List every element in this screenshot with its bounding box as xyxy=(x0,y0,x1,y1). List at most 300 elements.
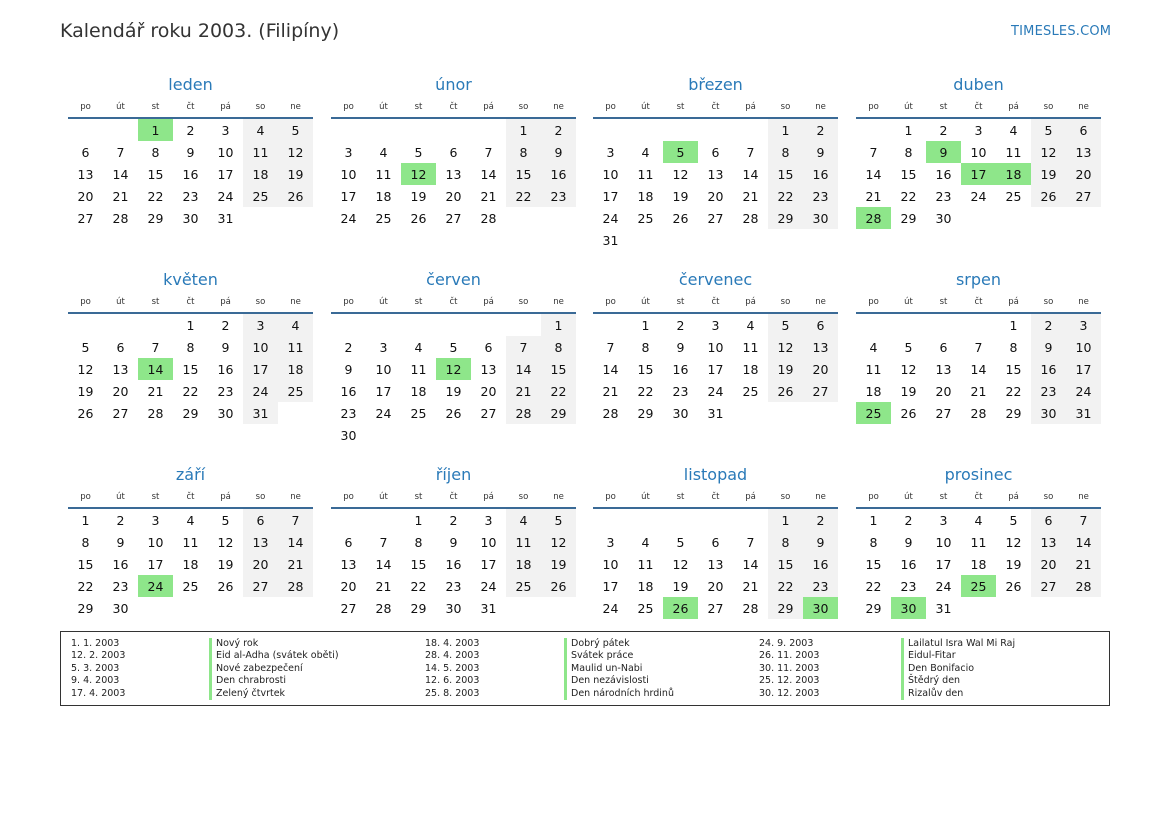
day-cell[interactable]: 24 xyxy=(243,380,278,402)
day-cell[interactable]: 8 xyxy=(641,339,650,355)
day-cell[interactable]: 2 xyxy=(803,509,838,531)
day-cell[interactable]: 3 xyxy=(221,122,230,138)
day-cell[interactable]: 19 xyxy=(1005,556,1022,572)
day-cell[interactable]: 9 xyxy=(803,531,838,553)
day-cell[interactable]: 18 xyxy=(637,578,654,594)
day-cell[interactable]: 21 xyxy=(112,188,129,204)
day-cell[interactable]: 8 xyxy=(151,144,160,160)
day-cell[interactable]: 9 xyxy=(803,141,838,163)
day-cell[interactable]: 5 xyxy=(1031,119,1066,141)
day-cell[interactable]: 2 xyxy=(116,512,125,528)
day-cell[interactable]: 30 xyxy=(935,210,952,226)
day-cell[interactable]: 11 xyxy=(278,336,313,358)
day-cell[interactable]: 31 xyxy=(243,402,278,424)
day-cell[interactable]: 31 xyxy=(217,210,234,226)
day-cell[interactable]: 17 xyxy=(243,358,278,380)
day-cell[interactable]: 23 xyxy=(541,185,576,207)
day-cell[interactable]: 20 xyxy=(243,553,278,575)
day-cell[interactable]: 26 xyxy=(77,405,94,421)
day-cell[interactable]: 3 xyxy=(379,339,388,355)
day-cell[interactable]: 21 xyxy=(602,383,619,399)
day-cell[interactable]: 28 xyxy=(1066,575,1101,597)
day-cell[interactable]: 5 xyxy=(81,339,90,355)
day-cell[interactable]: 28 xyxy=(112,210,129,226)
day-cell[interactable]: 20 xyxy=(480,383,497,399)
day-cell[interactable]: 25 xyxy=(506,575,541,597)
day-cell[interactable]: 8 xyxy=(869,534,878,550)
day-cell[interactable]: 1 xyxy=(414,512,423,528)
day-cell[interactable]: 1 xyxy=(81,512,90,528)
day-cell[interactable]: 8 xyxy=(186,339,195,355)
day-cell[interactable]: 13 xyxy=(803,336,838,358)
day-cell[interactable]: 15 xyxy=(768,553,803,575)
day-cell[interactable]: 31 xyxy=(602,232,619,248)
day-cell[interactable]: 21 xyxy=(480,188,497,204)
day-cell[interactable]: 16 xyxy=(182,166,199,182)
day-cell[interactable]: 20 xyxy=(935,383,952,399)
day-cell[interactable]: 26 xyxy=(1005,578,1022,594)
day-cell[interactable]: 3 xyxy=(606,144,615,160)
day-cell[interactable]: 22 xyxy=(410,578,427,594)
day-cell[interactable]: 30 xyxy=(1031,402,1066,424)
day-cell[interactable]: 25 xyxy=(278,380,313,402)
day-cell[interactable]: 28 xyxy=(970,405,987,421)
day-cell[interactable]: 1 xyxy=(186,317,195,333)
day-cell[interactable]: 10 xyxy=(147,534,164,550)
day-cell[interactable]: 23 xyxy=(340,405,357,421)
day-cell[interactable]: 25 xyxy=(856,402,891,424)
day-cell[interactable]: 15 xyxy=(182,361,199,377)
day-cell[interactable]: 4 xyxy=(641,144,650,160)
day-cell[interactable]: 27 xyxy=(935,405,952,421)
day-cell[interactable]: 9 xyxy=(1031,336,1066,358)
day-cell[interactable]: 22 xyxy=(768,185,803,207)
day-cell[interactable]: 7 xyxy=(746,534,755,550)
day-cell[interactable]: 21 xyxy=(1066,553,1101,575)
day-cell[interactable]: 7 xyxy=(484,144,493,160)
day-cell[interactable]: 7 xyxy=(606,339,615,355)
day-cell[interactable]: 30 xyxy=(217,405,234,421)
day-cell[interactable]: 17 xyxy=(147,556,164,572)
day-cell[interactable]: 2 xyxy=(803,119,838,141)
day-cell[interactable]: 16 xyxy=(541,163,576,185)
day-cell[interactable]: 19 xyxy=(672,578,689,594)
day-cell[interactable]: 30 xyxy=(891,597,926,619)
day-cell[interactable]: 24 xyxy=(340,210,357,226)
day-cell[interactable]: 21 xyxy=(970,383,987,399)
day-cell[interactable]: 9 xyxy=(904,534,913,550)
day-cell[interactable]: 30 xyxy=(445,600,462,616)
day-cell[interactable]: 5 xyxy=(449,339,458,355)
day-cell[interactable]: 3 xyxy=(243,314,278,336)
day-cell[interactable]: 26 xyxy=(672,210,689,226)
day-cell[interactable]: 13 xyxy=(445,166,462,182)
day-cell[interactable]: 10 xyxy=(1066,336,1101,358)
day-cell[interactable]: 2 xyxy=(186,122,195,138)
day-cell[interactable]: 14 xyxy=(865,166,882,182)
day-cell[interactable]: 18 xyxy=(996,163,1031,185)
day-cell[interactable]: 14 xyxy=(970,361,987,377)
day-cell[interactable]: 14 xyxy=(506,358,541,380)
day-cell[interactable]: 17 xyxy=(935,556,952,572)
day-cell[interactable]: 24 xyxy=(602,600,619,616)
day-cell[interactable]: 16 xyxy=(112,556,129,572)
day-cell[interactable]: 2 xyxy=(449,512,458,528)
day-cell[interactable]: 29 xyxy=(147,210,164,226)
day-cell[interactable]: 3 xyxy=(151,512,160,528)
day-cell[interactable]: 25 xyxy=(243,185,278,207)
day-cell[interactable]: 1 xyxy=(506,119,541,141)
day-cell[interactable]: 4 xyxy=(379,144,388,160)
day-cell[interactable]: 12 xyxy=(541,531,576,553)
day-cell[interactable]: 21 xyxy=(865,188,882,204)
day-cell[interactable]: 14 xyxy=(138,358,173,380)
day-cell[interactable]: 22 xyxy=(147,188,164,204)
day-cell[interactable]: 5 xyxy=(278,119,313,141)
day-cell[interactable]: 17 xyxy=(217,166,234,182)
day-cell[interactable]: 4 xyxy=(746,317,755,333)
day-cell[interactable]: 6 xyxy=(939,339,948,355)
day-cell[interactable]: 9 xyxy=(344,361,353,377)
day-cell[interactable]: 6 xyxy=(116,339,125,355)
day-cell[interactable]: 18 xyxy=(278,358,313,380)
day-cell[interactable]: 1 xyxy=(641,317,650,333)
day-cell[interactable]: 17 xyxy=(602,188,619,204)
day-cell[interactable]: 28 xyxy=(278,575,313,597)
day-cell[interactable]: 12 xyxy=(1005,534,1022,550)
day-cell[interactable]: 3 xyxy=(939,512,948,528)
day-cell[interactable]: 4 xyxy=(974,512,983,528)
day-cell[interactable]: 27 xyxy=(480,405,497,421)
day-cell[interactable]: 11 xyxy=(410,361,427,377)
day-cell[interactable]: 19 xyxy=(1031,163,1066,185)
day-cell[interactable]: 14 xyxy=(375,556,392,572)
day-cell[interactable]: 21 xyxy=(375,578,392,594)
day-cell[interactable]: 27 xyxy=(445,210,462,226)
day-cell[interactable]: 24 xyxy=(217,188,234,204)
day-cell[interactable]: 2 xyxy=(221,317,230,333)
day-cell[interactable]: 28 xyxy=(742,600,759,616)
day-cell[interactable]: 3 xyxy=(1066,314,1101,336)
day-cell[interactable]: 29 xyxy=(77,600,94,616)
day-cell[interactable]: 22 xyxy=(900,188,917,204)
day-cell[interactable]: 15 xyxy=(900,166,917,182)
day-cell[interactable]: 7 xyxy=(506,336,541,358)
day-cell[interactable]: 22 xyxy=(506,185,541,207)
day-cell[interactable]: 11 xyxy=(637,166,654,182)
day-cell[interactable]: 13 xyxy=(480,361,497,377)
day-cell[interactable]: 9 xyxy=(221,339,230,355)
day-cell[interactable]: 8 xyxy=(904,144,913,160)
day-cell[interactable]: 25 xyxy=(1005,188,1022,204)
day-cell[interactable]: 1 xyxy=(1009,317,1018,333)
day-cell[interactable]: 2 xyxy=(904,512,913,528)
day-cell[interactable]: 2 xyxy=(344,339,353,355)
day-cell[interactable]: 5 xyxy=(663,141,698,163)
day-cell[interactable]: 11 xyxy=(637,556,654,572)
day-cell[interactable]: 14 xyxy=(1066,531,1101,553)
day-cell[interactable]: 1 xyxy=(138,119,173,141)
day-cell[interactable]: 19 xyxy=(541,553,576,575)
day-cell[interactable]: 19 xyxy=(77,383,94,399)
day-cell[interactable]: 12 xyxy=(217,534,234,550)
day-cell[interactable]: 20 xyxy=(77,188,94,204)
day-cell[interactable]: 5 xyxy=(676,534,685,550)
day-cell[interactable]: 23 xyxy=(900,578,917,594)
day-cell[interactable]: 6 xyxy=(243,509,278,531)
day-cell[interactable]: 17 xyxy=(1066,358,1101,380)
day-cell[interactable]: 22 xyxy=(541,380,576,402)
day-cell[interactable]: 17 xyxy=(375,383,392,399)
day-cell[interactable]: 31 xyxy=(1066,402,1101,424)
day-cell[interactable]: 21 xyxy=(506,380,541,402)
day-cell[interactable]: 24 xyxy=(480,578,497,594)
day-cell[interactable]: 30 xyxy=(803,597,838,619)
day-cell[interactable]: 29 xyxy=(768,597,803,619)
day-cell[interactable]: 27 xyxy=(707,210,724,226)
day-cell[interactable]: 11 xyxy=(182,534,199,550)
day-cell[interactable]: 16 xyxy=(803,553,838,575)
day-cell[interactable]: 19 xyxy=(445,383,462,399)
day-cell[interactable]: 10 xyxy=(375,361,392,377)
day-cell[interactable]: 26 xyxy=(1031,185,1066,207)
day-cell[interactable]: 7 xyxy=(116,144,125,160)
day-cell[interactable]: 17 xyxy=(961,163,996,185)
day-cell[interactable]: 12 xyxy=(1031,141,1066,163)
day-cell[interactable]: 9 xyxy=(116,534,125,550)
day-cell[interactable]: 16 xyxy=(340,383,357,399)
day-cell[interactable]: 25 xyxy=(182,578,199,594)
day-cell[interactable]: 8 xyxy=(506,141,541,163)
day-cell[interactable]: 8 xyxy=(414,534,423,550)
day-cell[interactable]: 6 xyxy=(484,339,493,355)
day-cell[interactable]: 25 xyxy=(410,405,427,421)
day-cell[interactable]: 10 xyxy=(480,534,497,550)
day-cell[interactable]: 29 xyxy=(1005,405,1022,421)
day-cell[interactable]: 14 xyxy=(480,166,497,182)
day-cell[interactable]: 7 xyxy=(379,534,388,550)
day-cell[interactable]: 14 xyxy=(112,166,129,182)
day-cell[interactable]: 22 xyxy=(1005,383,1022,399)
day-cell[interactable]: 9 xyxy=(926,141,961,163)
day-cell[interactable]: 16 xyxy=(900,556,917,572)
day-cell[interactable]: 3 xyxy=(974,122,983,138)
day-cell[interactable]: 13 xyxy=(707,166,724,182)
day-cell[interactable]: 2 xyxy=(541,119,576,141)
day-cell[interactable]: 4 xyxy=(641,534,650,550)
day-cell[interactable]: 22 xyxy=(77,578,94,594)
day-cell[interactable]: 26 xyxy=(541,575,576,597)
day-cell[interactable]: 16 xyxy=(672,361,689,377)
day-cell[interactable]: 7 xyxy=(869,144,878,160)
day-cell[interactable]: 26 xyxy=(663,597,698,619)
day-cell[interactable]: 7 xyxy=(278,509,313,531)
day-cell[interactable]: 25 xyxy=(375,210,392,226)
day-cell[interactable]: 22 xyxy=(637,383,654,399)
day-cell[interactable]: 18 xyxy=(865,383,882,399)
day-cell[interactable]: 15 xyxy=(541,358,576,380)
day-cell[interactable]: 23 xyxy=(445,578,462,594)
day-cell[interactable]: 19 xyxy=(768,358,803,380)
day-cell[interactable]: 3 xyxy=(484,512,493,528)
day-cell[interactable]: 12 xyxy=(401,163,436,185)
day-cell[interactable]: 23 xyxy=(182,188,199,204)
day-cell[interactable]: 26 xyxy=(768,380,803,402)
day-cell[interactable]: 28 xyxy=(375,600,392,616)
day-cell[interactable]: 19 xyxy=(217,556,234,572)
day-cell[interactable]: 16 xyxy=(935,166,952,182)
day-cell[interactable]: 21 xyxy=(742,188,759,204)
day-cell[interactable]: 25 xyxy=(637,600,654,616)
day-cell[interactable]: 15 xyxy=(1005,361,1022,377)
day-cell[interactable]: 25 xyxy=(637,210,654,226)
day-cell[interactable]: 26 xyxy=(278,185,313,207)
day-cell[interactable]: 12 xyxy=(77,361,94,377)
day-cell[interactable]: 1 xyxy=(869,512,878,528)
day-cell[interactable]: 5 xyxy=(221,512,230,528)
day-cell[interactable]: 23 xyxy=(112,578,129,594)
day-cell[interactable]: 14 xyxy=(278,531,313,553)
day-cell[interactable]: 16 xyxy=(1031,358,1066,380)
day-cell[interactable]: 21 xyxy=(742,578,759,594)
day-cell[interactable]: 29 xyxy=(865,600,882,616)
day-cell[interactable]: 4 xyxy=(1009,122,1018,138)
day-cell[interactable]: 30 xyxy=(112,600,129,616)
day-cell[interactable]: 11 xyxy=(243,141,278,163)
day-cell[interactable]: 25 xyxy=(742,383,759,399)
day-cell[interactable]: 26 xyxy=(900,405,917,421)
day-cell[interactable]: 11 xyxy=(375,166,392,182)
day-cell[interactable]: 7 xyxy=(1066,509,1101,531)
day-cell[interactable]: 28 xyxy=(506,402,541,424)
day-cell[interactable]: 20 xyxy=(1031,553,1066,575)
day-cell[interactable]: 6 xyxy=(803,314,838,336)
day-cell[interactable]: 18 xyxy=(970,556,987,572)
day-cell[interactable]: 29 xyxy=(182,405,199,421)
day-cell[interactable]: 13 xyxy=(1066,141,1101,163)
day-cell[interactable]: 12 xyxy=(768,336,803,358)
day-cell[interactable]: 8 xyxy=(541,336,576,358)
day-cell[interactable]: 20 xyxy=(445,188,462,204)
day-cell[interactable]: 10 xyxy=(970,144,987,160)
day-cell[interactable]: 6 xyxy=(81,144,90,160)
day-cell[interactable]: 29 xyxy=(900,210,917,226)
day-cell[interactable]: 9 xyxy=(541,141,576,163)
day-cell[interactable]: 12 xyxy=(900,361,917,377)
day-cell[interactable]: 6 xyxy=(344,534,353,550)
day-cell[interactable]: 15 xyxy=(147,166,164,182)
day-cell[interactable]: 7 xyxy=(151,339,160,355)
day-cell[interactable]: 31 xyxy=(480,600,497,616)
day-cell[interactable]: 22 xyxy=(865,578,882,594)
day-cell[interactable]: 19 xyxy=(672,188,689,204)
day-cell[interactable]: 18 xyxy=(637,188,654,204)
day-cell[interactable]: 15 xyxy=(506,163,541,185)
day-cell[interactable]: 21 xyxy=(147,383,164,399)
day-cell[interactable]: 13 xyxy=(243,531,278,553)
day-cell[interactable]: 10 xyxy=(243,336,278,358)
day-cell[interactable]: 26 xyxy=(445,405,462,421)
day-cell[interactable]: 28 xyxy=(856,207,891,229)
day-cell[interactable]: 24 xyxy=(970,188,987,204)
day-cell[interactable]: 10 xyxy=(707,339,724,355)
day-cell[interactable]: 8 xyxy=(1009,339,1018,355)
day-cell[interactable]: 24 xyxy=(707,383,724,399)
day-cell[interactable]: 14 xyxy=(742,166,759,182)
day-cell[interactable]: 21 xyxy=(278,553,313,575)
day-cell[interactable]: 10 xyxy=(340,166,357,182)
day-cell[interactable]: 14 xyxy=(742,556,759,572)
day-cell[interactable]: 15 xyxy=(77,556,94,572)
day-cell[interactable]: 3 xyxy=(606,534,615,550)
day-cell[interactable]: 31 xyxy=(707,405,724,421)
day-cell[interactable]: 13 xyxy=(77,166,94,182)
day-cell[interactable]: 3 xyxy=(344,144,353,160)
day-cell[interactable]: 4 xyxy=(869,339,878,355)
day-cell[interactable]: 28 xyxy=(480,210,497,226)
day-cell[interactable]: 27 xyxy=(707,600,724,616)
day-cell[interactable]: 4 xyxy=(506,509,541,531)
day-cell[interactable]: 19 xyxy=(278,163,313,185)
day-cell[interactable]: 19 xyxy=(410,188,427,204)
day-cell[interactable]: 1 xyxy=(904,122,913,138)
day-cell[interactable]: 15 xyxy=(410,556,427,572)
day-cell[interactable]: 17 xyxy=(480,556,497,572)
day-cell[interactable]: 6 xyxy=(1031,509,1066,531)
day-cell[interactable]: 15 xyxy=(768,163,803,185)
day-cell[interactable]: 16 xyxy=(445,556,462,572)
day-cell[interactable]: 10 xyxy=(602,556,619,572)
day-cell[interactable]: 5 xyxy=(768,314,803,336)
day-cell[interactable]: 27 xyxy=(803,380,838,402)
day-cell[interactable]: 13 xyxy=(1031,531,1066,553)
day-cell[interactable]: 12 xyxy=(436,358,471,380)
day-cell[interactable]: 18 xyxy=(182,556,199,572)
day-cell[interactable]: 2 xyxy=(676,317,685,333)
day-cell[interactable]: 8 xyxy=(81,534,90,550)
day-cell[interactable]: 17 xyxy=(602,578,619,594)
day-cell[interactable]: 5 xyxy=(414,144,423,160)
day-cell[interactable]: 20 xyxy=(707,578,724,594)
day-cell[interactable]: 1 xyxy=(768,119,803,141)
day-cell[interactable]: 24 xyxy=(138,575,173,597)
day-cell[interactable]: 30 xyxy=(340,427,357,443)
day-cell[interactable]: 6 xyxy=(711,144,720,160)
day-cell[interactable]: 18 xyxy=(506,553,541,575)
day-cell[interactable]: 11 xyxy=(970,534,987,550)
day-cell[interactable]: 17 xyxy=(707,361,724,377)
day-cell[interactable]: 26 xyxy=(217,578,234,594)
day-cell[interactable]: 13 xyxy=(340,556,357,572)
day-cell[interactable]: 29 xyxy=(637,405,654,421)
day-cell[interactable]: 28 xyxy=(147,405,164,421)
day-cell[interactable]: 12 xyxy=(672,166,689,182)
day-cell[interactable]: 27 xyxy=(112,405,129,421)
day-cell[interactable]: 15 xyxy=(865,556,882,572)
day-cell[interactable]: 11 xyxy=(742,339,759,355)
day-cell[interactable]: 8 xyxy=(768,531,803,553)
day-cell[interactable]: 2 xyxy=(939,122,948,138)
day-cell[interactable]: 4 xyxy=(278,314,313,336)
day-cell[interactable]: 12 xyxy=(278,141,313,163)
day-cell[interactable]: 23 xyxy=(935,188,952,204)
day-cell[interactable]: 23 xyxy=(803,575,838,597)
day-cell[interactable]: 13 xyxy=(935,361,952,377)
day-cell[interactable]: 28 xyxy=(602,405,619,421)
day-cell[interactable]: 13 xyxy=(112,361,129,377)
day-cell[interactable]: 20 xyxy=(340,578,357,594)
day-cell[interactable]: 25 xyxy=(961,575,996,597)
